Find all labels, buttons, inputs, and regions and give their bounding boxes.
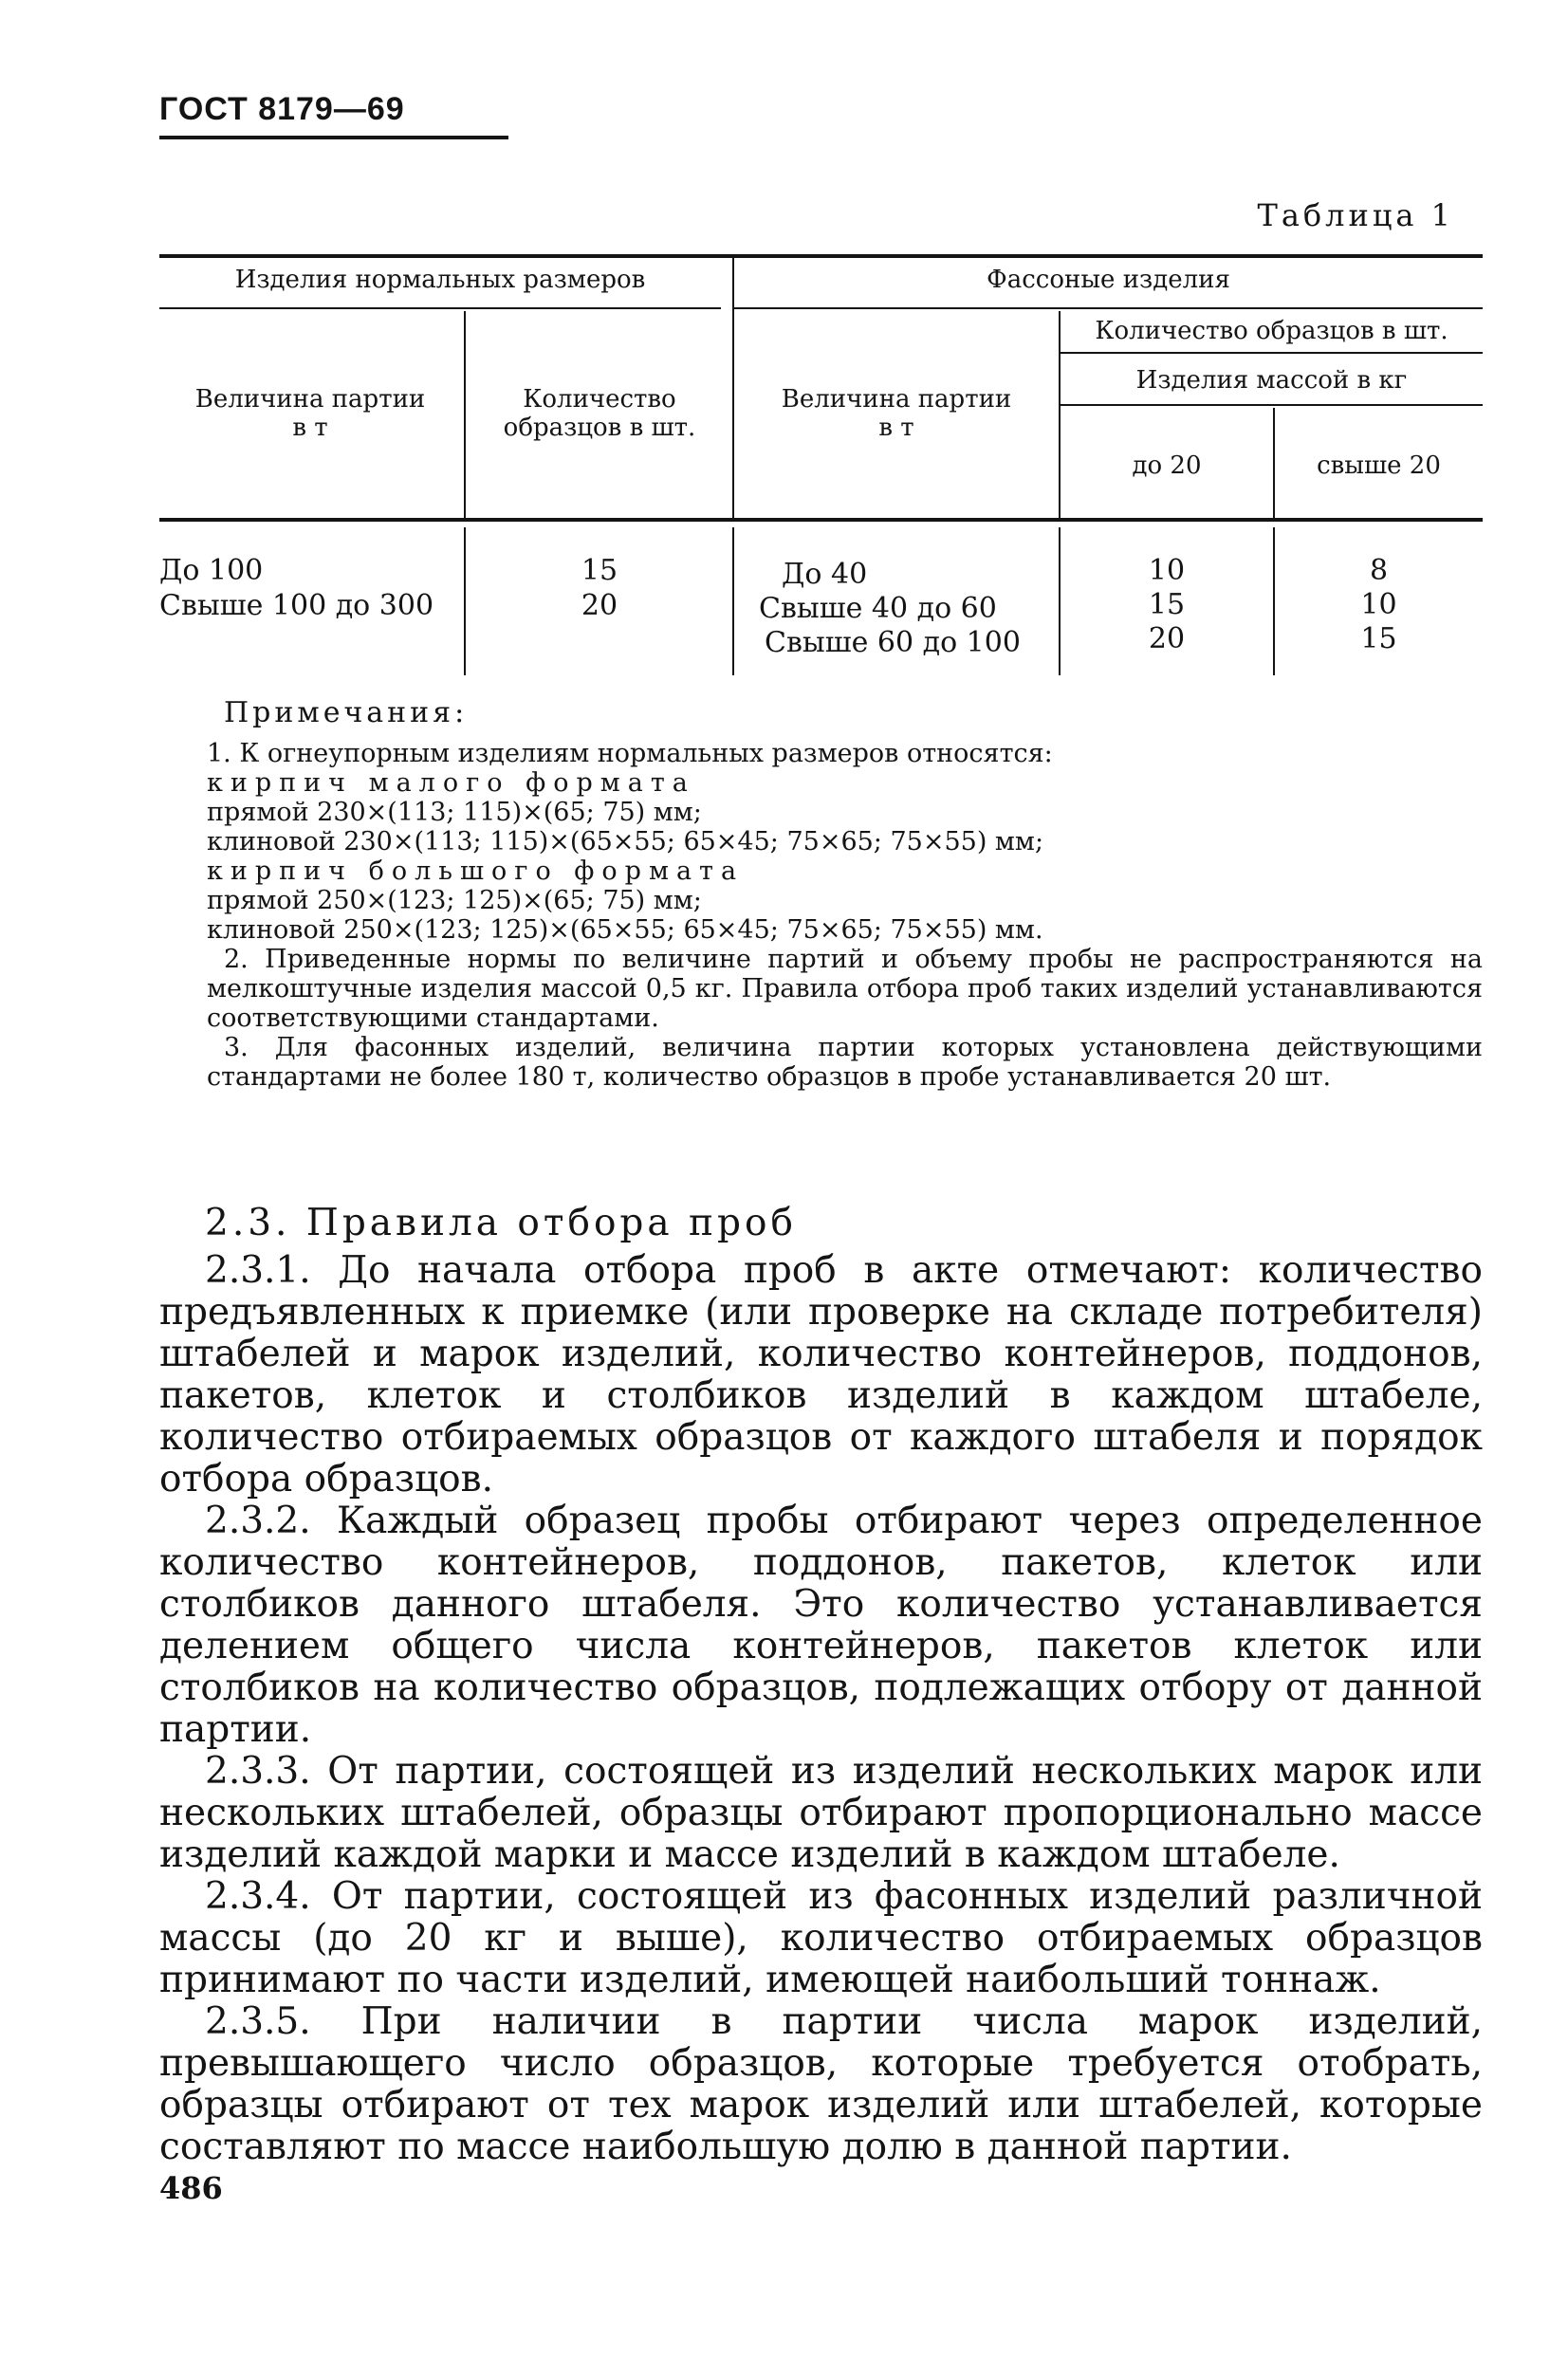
section-2-3 [159, 1203, 1483, 2168]
note-1-large-format: кирпич большого формата [207, 856, 745, 886]
note-3: 3. Для фасонных изделий, величина партии которых установлена действующими стандартами не более 180 т, количество образцов в пробе устанавливается 20 шт. [207, 1033, 1483, 1092]
header-rule [159, 136, 508, 139]
shaped-group-rule [734, 307, 1483, 309]
shaped-row-1-upto20: 15 [1148, 588, 1186, 621]
paragraph-2-3-5: 2.3.5. При наличии в партии числа марок изделий, превышающего число образцов, которые требуется отобрать, образцы отбирают от тех марок изделий или штабелей, которые составляют по массе наибольшую долю в данной партии. [159, 2000, 1483, 2168]
notes-title: Примечания: [224, 696, 469, 729]
table-top-rule [159, 254, 1483, 258]
normal-row-1-lot: Свыше 100 до 300 [159, 589, 434, 622]
header-normal-count [467, 385, 732, 442]
paragraph-2-3-1: 2.3.1. До начала отбора проб в акте отмечают: количество предъявленных к приемке (или проверке на складе потребителя) штабелей и марок изделий, количество контейнеров, поддонов, пакетов, клеток и столбиков изделий в каждом штабеле, количество отбираемых образцов от каждого штабеля и порядок отбора образцов. [159, 1249, 1483, 1500]
note-1-large-straight: прямой 250×(123; 125)×(65; 75) мм; [207, 886, 702, 915]
header-normal-count-unit: образцов в шт. [503, 414, 696, 442]
table-head-rule [159, 518, 1483, 522]
header-shaped-lot [734, 385, 1059, 442]
header-normal-count-label: Количество [523, 385, 676, 414]
table-caption: Таблица 1 [1257, 197, 1454, 233]
note-1-intro: 1. К огнеупорным изделиям нормальных размеров относятся: [207, 739, 1053, 768]
note-1-small-straight: прямой 230×(113; 115)×(65; 75) мм; [207, 798, 702, 827]
note-1-small-format: кирпич малого формата [207, 768, 695, 798]
header-samples: Количество образцов в шт. [1095, 317, 1448, 345]
normal-group-rule [159, 307, 721, 309]
note-2: 2. Приведенные нормы по величине партий и объему пробы не распространяются на мелкоштучные изделия массой 0,5 кг. Правила отбора проб таких изделий устанавливаются соответствующими стандартами. [207, 945, 1483, 1033]
paragraph-2-3-2: 2.3.2. Каждый образец пробы отбирают через определенное количество контейнеров, поддонов, пакетов, клеток или столбиков данного штабеля. Это количество устанавливается делением общего числа контейнеров, пакетов клеток или столбиков на количество образцов, подлежащих отбору от данной партии. [159, 1500, 1483, 1751]
header-over20: свыше 20 [1317, 451, 1441, 480]
paragraph-2-3-3: 2.3.3. От партии, состоящей из изделий нескольких марок или нескольких штабелей, образцы отбирают пропорционально массе изделий каждой марки и массе изделий в каждом штабеле. [159, 1750, 1483, 1876]
note-1-large-wedge: клиновой 250×(123; 125)×(65×55; 65×45; 75×65; 75×55) мм. [207, 915, 1043, 945]
header-upto20: до 20 [1132, 451, 1202, 480]
samples-rule [1061, 352, 1483, 354]
normal-row-0-count: 15 [581, 554, 618, 587]
shaped-row-0-over20: 8 [1369, 554, 1389, 587]
shaped-row-1-lot: Свыше 40 до 60 [759, 592, 997, 625]
shaped-row-0-lot: До 40 [782, 558, 868, 591]
section-heading: 2.3. Правила отбора проб [205, 1202, 797, 1244]
header-normal-lot [159, 385, 461, 442]
header-shaped-group: Фассоные изделия [987, 266, 1230, 294]
header-shaped-lot-label: Величина партии [781, 385, 1012, 414]
page-number: 486 [159, 2170, 223, 2206]
mass-rule [1061, 404, 1483, 406]
shaped-row-1-over20: 10 [1360, 588, 1397, 621]
shaped-row-2-over20: 15 [1360, 622, 1397, 655]
normal-row-0-lot: До 100 [159, 554, 264, 587]
header-shaped-lot-unit: в т [878, 414, 914, 442]
shaped-row-2-lot: Свыше 60 до 100 [765, 626, 1021, 659]
header-normal-group: Изделия нормальных размеров [234, 266, 646, 294]
doc-header [159, 91, 508, 139]
notes-block [207, 698, 1483, 1092]
doc-id: ГОСТ 8179—69 [159, 91, 405, 127]
paragraph-2-3-4: 2.3.4. От партии, состоящей из фасонных изделий различной массы (до 20 кг и выше), количество отбираемых образцов принимают по части изделий, имеющей наибольший тоннаж. [159, 1875, 1483, 2001]
vrule-group-body [732, 527, 734, 675]
normal-row-1-count: 20 [581, 589, 618, 622]
note-1-small-wedge: клиновой 230×(113; 115)×(65×55; 65×45; 75×65; 75×55) мм; [207, 827, 1044, 856]
header-mass: Изделия массой в кг [1135, 366, 1408, 395]
shaped-row-2-upto20: 20 [1148, 622, 1186, 655]
vrule-normal-body [464, 527, 466, 675]
shaped-row-0-upto20: 10 [1148, 554, 1186, 587]
vrule-normal-head [464, 311, 466, 518]
header-normal-lot-label: Величина партии [194, 385, 426, 414]
header-normal-lot-unit: в т [292, 414, 328, 442]
